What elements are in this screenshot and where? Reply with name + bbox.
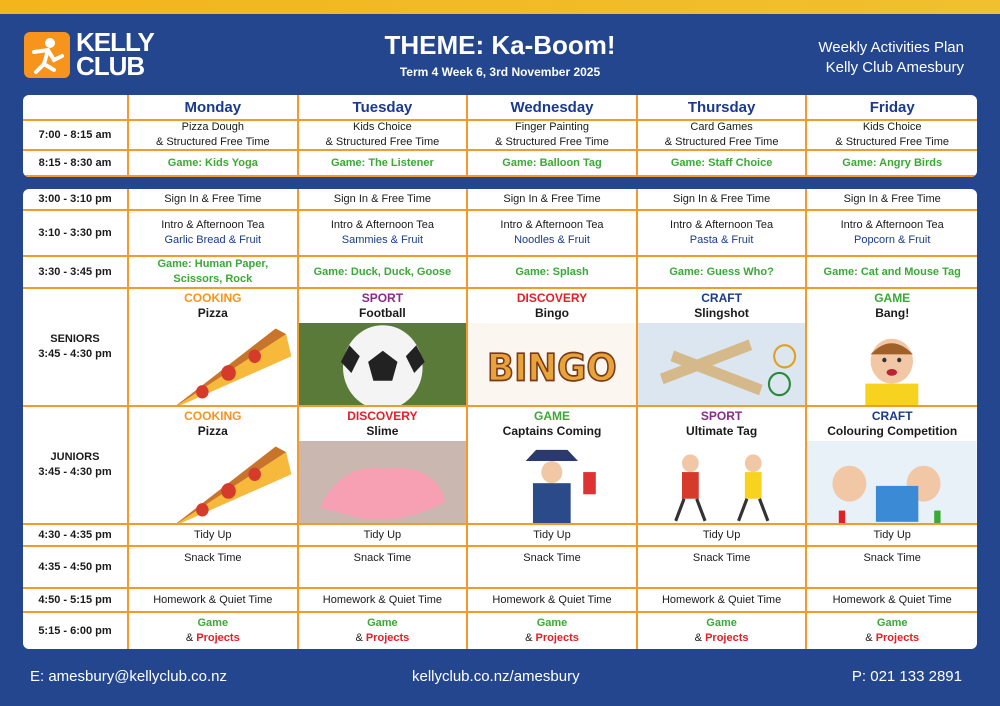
seniors-activity (299, 289, 469, 407)
projects-word: Projects (196, 632, 240, 644)
activity-title: Slingshot (694, 306, 749, 320)
projects-cell (129, 613, 299, 649)
projects-word: Projects (535, 632, 579, 644)
morning-activity (299, 121, 469, 151)
activity-detail: & Structured Free Time (155, 136, 270, 148)
snack-cell: Snack Time (638, 547, 808, 589)
snack-cell: Snack Time (299, 547, 469, 589)
projects-game: Game (197, 617, 229, 629)
projects-game: Game (367, 617, 398, 629)
page-subtitle: Term 4 Week 6, 3rd November 2025 (399, 65, 601, 79)
corner-cell (23, 95, 129, 121)
activity-category: GAME (874, 291, 911, 305)
morning-game: Game: Angry Birds (807, 151, 977, 177)
footer-website[interactable]: kellyclub.co.nz/amesbury (412, 668, 580, 685)
signin-cell: Sign In & Free Time (468, 189, 638, 211)
footer-email[interactable]: E: amesbury@kellyclub.co.nz (30, 668, 227, 685)
time-slot-projects: 5:15 - 6:00 pm (23, 613, 129, 649)
morning-game: Game: Kids Yoga (129, 151, 299, 177)
activity-name: Card Games (690, 121, 753, 133)
projects-game: Game (706, 617, 737, 629)
header-right-block (818, 38, 964, 78)
day-header-thursday (638, 95, 808, 121)
tidy-cell: Tidy Up (468, 525, 638, 547)
seniors-activity (638, 289, 808, 407)
tea-food: Garlic Bread & Fruit (164, 234, 262, 246)
afternoon-tea-cell (299, 211, 469, 257)
projects-cell (638, 613, 808, 649)
projects-amp: & (355, 632, 363, 644)
projects-cell (299, 613, 469, 649)
tea-label: Intro & Afternoon Tea (161, 219, 265, 231)
time-slot-morning-2: 8:15 - 8:30 am (23, 151, 129, 177)
game-line-1: Game: Cat and Mouse Tag (823, 265, 961, 278)
activity-title: Bang! (875, 306, 910, 320)
day-label: Tuesday (352, 98, 413, 116)
activity-category: CRAFT (871, 409, 913, 423)
activity-category: GAME (533, 409, 570, 423)
projects-line (865, 631, 919, 646)
tea-label: Intro & Afternoon Tea (500, 219, 604, 231)
pirate-illustration (468, 441, 636, 525)
homework-cell: Homework & Quiet Time (638, 589, 808, 613)
time-slot-tea: 3:10 - 3:30 pm (23, 211, 129, 257)
tea-food: Sammies & Fruit (341, 234, 424, 246)
game-line-1: Game: Guess Who? (669, 265, 774, 278)
activity-title: Pizza (197, 306, 228, 320)
projects-amp: & (185, 632, 194, 644)
homework-cell: Homework & Quiet Time (468, 589, 638, 613)
projects-cell (468, 613, 638, 649)
projects-amp: & (865, 632, 873, 644)
page-title: THEME: Ka-Boom! (384, 30, 616, 60)
time-slot-homework: 4:50 - 5:15 pm (23, 589, 129, 613)
activity-title: Captains Coming (502, 424, 602, 438)
logo-line-1: KELLY (76, 27, 154, 57)
projects-word: Projects (365, 632, 410, 644)
snack-cell: Snack Time (468, 547, 638, 589)
activity-title: Colouring Competition (827, 424, 958, 438)
signin-cell: Sign In & Free Time (129, 189, 299, 211)
signin-cell: Sign In & Free Time (807, 189, 977, 211)
club-name: Kelly Club Amesbury (825, 59, 964, 76)
activity-name: Kids Choice (353, 121, 412, 133)
afternoon-tea-cell (638, 211, 808, 257)
afternoon-game (468, 257, 638, 289)
activity-title: Ultimate Tag (686, 424, 758, 438)
afternoon-tea-cell (807, 211, 977, 257)
morning-activity (468, 121, 638, 151)
projects-amp: & (694, 632, 703, 644)
day-header-tuesday (299, 95, 469, 121)
day-label: Monday (184, 98, 242, 116)
svg-text:BINGO: BINGO (487, 345, 617, 390)
day-header-friday (807, 95, 977, 121)
day-header-wednesday (468, 95, 638, 121)
time-slot-game: 3:30 - 3:45 pm (23, 257, 129, 289)
activity-category: COOKING (184, 291, 242, 305)
juniors-activity (299, 407, 469, 525)
tea-food: Popcorn & Fruit (853, 234, 931, 246)
projects-game: Game (536, 617, 568, 629)
afternoon-game (299, 257, 469, 289)
projects-game: Game (876, 617, 908, 629)
tea-label: Intro & Afternoon Tea (330, 219, 434, 231)
projects-line (186, 631, 240, 646)
kelly-club-logo (24, 27, 154, 81)
slingshot-illustration (638, 323, 806, 407)
afternoon-schedule (23, 189, 977, 649)
projects-word: Projects (705, 632, 749, 644)
juniors-activity (129, 407, 299, 525)
tea-label: Intro & Afternoon Tea (670, 219, 774, 231)
morning-grid (23, 95, 977, 177)
homework-cell: Homework & Quiet Time (299, 589, 469, 613)
activity-title: Slime (366, 424, 399, 438)
game-line-1: Game: Duck, Duck, Goose (313, 265, 452, 278)
activity-category: COOKING (184, 409, 242, 423)
footer-phone[interactable]: P: 021 133 2891 (851, 668, 962, 685)
day-label: Thursday (687, 98, 756, 116)
juniors-activity (807, 407, 977, 525)
header-title-block (300, 30, 700, 79)
top-accent-bar (0, 0, 1000, 14)
seniors-time (23, 289, 129, 407)
activity-title: Pizza (197, 424, 228, 438)
tidy-cell: Tidy Up (299, 525, 469, 547)
afternoon-game (807, 257, 977, 289)
logo-text (76, 27, 154, 81)
pizza-illustration (129, 441, 297, 525)
morning-activity (638, 121, 808, 151)
activity-title: Football (359, 306, 406, 320)
activity-detail: & Structured Free Time (835, 136, 950, 148)
activity-name: Pizza Dough (181, 121, 244, 133)
seniors-activity (468, 289, 638, 407)
bingo-illustration (468, 323, 636, 407)
projects-word: Projects (875, 632, 920, 644)
juniors-activity (468, 407, 638, 525)
morning-game: Game: Balloon Tag (468, 151, 638, 177)
tidy-cell: Tidy Up (638, 525, 808, 547)
juniors-time (23, 407, 129, 525)
afternoon-game (129, 257, 299, 289)
activity-detail: & Structured Free Time (664, 136, 779, 148)
logo-line-2: CLUB (76, 51, 145, 81)
football-illustration (299, 323, 467, 407)
game-line-1: Game: Human Paper, (157, 258, 269, 270)
signin-cell: Sign In & Free Time (299, 189, 469, 211)
activity-category: DISCOVERY (516, 291, 588, 305)
tidy-cell: Tidy Up (129, 525, 299, 547)
tea-food: Noodles & Fruit (514, 234, 590, 246)
snack-cell: Snack Time (129, 547, 299, 589)
game-line-1: Game: Splash (515, 265, 589, 278)
activity-name: Finger Painting (514, 121, 589, 133)
afternoon-grid (23, 189, 977, 649)
seniors-activity (129, 289, 299, 407)
seniors-label: SENIORS (50, 333, 100, 345)
juniors-activity (638, 407, 808, 525)
morning-activity (129, 121, 299, 151)
activity-name: Kids Choice (862, 121, 922, 133)
activity-detail: & Structured Free Time (495, 136, 609, 148)
activity-category: DISCOVERY (347, 409, 418, 423)
activity-category: SPORT (361, 291, 404, 305)
juniors-time-range: 3:45 - 4:30 pm (38, 466, 112, 478)
tea-food: Pasta & Fruit (689, 234, 754, 246)
time-slot-snack: 4:35 - 4:50 pm (23, 547, 129, 589)
signin-cell: Sign In & Free Time (638, 189, 808, 211)
boy-illustration (807, 323, 977, 407)
projects-line (695, 631, 749, 646)
projects-amp: & (525, 632, 533, 644)
colouring-illustration (807, 441, 977, 525)
slime-illustration (299, 441, 467, 525)
homework-cell: Homework & Quiet Time (129, 589, 299, 613)
morning-activity (807, 121, 977, 151)
afternoon-tea-cell (468, 211, 638, 257)
tidy-cell: Tidy Up (807, 525, 977, 547)
activity-title: Bingo (534, 306, 569, 320)
morning-game: Game: The Listener (299, 151, 469, 177)
projects-line (355, 631, 409, 646)
footer (0, 660, 1000, 696)
projects-line (525, 631, 579, 646)
afternoon-game (638, 257, 808, 289)
pizza-illustration (129, 323, 297, 407)
afternoon-tea-cell (129, 211, 299, 257)
day-header-monday (129, 95, 299, 121)
seniors-time-range: 3:45 - 4:30 pm (38, 348, 112, 360)
time-slot-signin: 3:00 - 3:10 pm (23, 189, 129, 211)
snack-cell: Snack Time (807, 547, 977, 589)
day-label: Wednesday (510, 98, 594, 116)
day-label: Friday (869, 98, 915, 116)
projects-cell (807, 613, 977, 649)
logo-mark (24, 32, 70, 78)
time-slot-tidy: 4:30 - 4:35 pm (23, 525, 129, 547)
time-slot-morning-1: 7:00 - 8:15 am (23, 121, 129, 151)
activity-category: CRAFT (701, 291, 742, 305)
morning-schedule (23, 95, 977, 177)
activity-detail: & Structured Free Time (325, 136, 440, 148)
seniors-activity (807, 289, 977, 407)
plan-label: Weekly Activities Plan (818, 39, 964, 56)
homework-cell: Homework & Quiet Time (807, 589, 977, 613)
activity-category: SPORT (700, 409, 743, 423)
juniors-label: JUNIORS (50, 451, 100, 463)
tag-illustration (638, 441, 806, 525)
morning-game: Game: Staff Choice (638, 151, 808, 177)
game-line-2: Scissors, Rock (173, 273, 253, 285)
tea-label: Intro & Afternoon Tea (840, 219, 944, 231)
